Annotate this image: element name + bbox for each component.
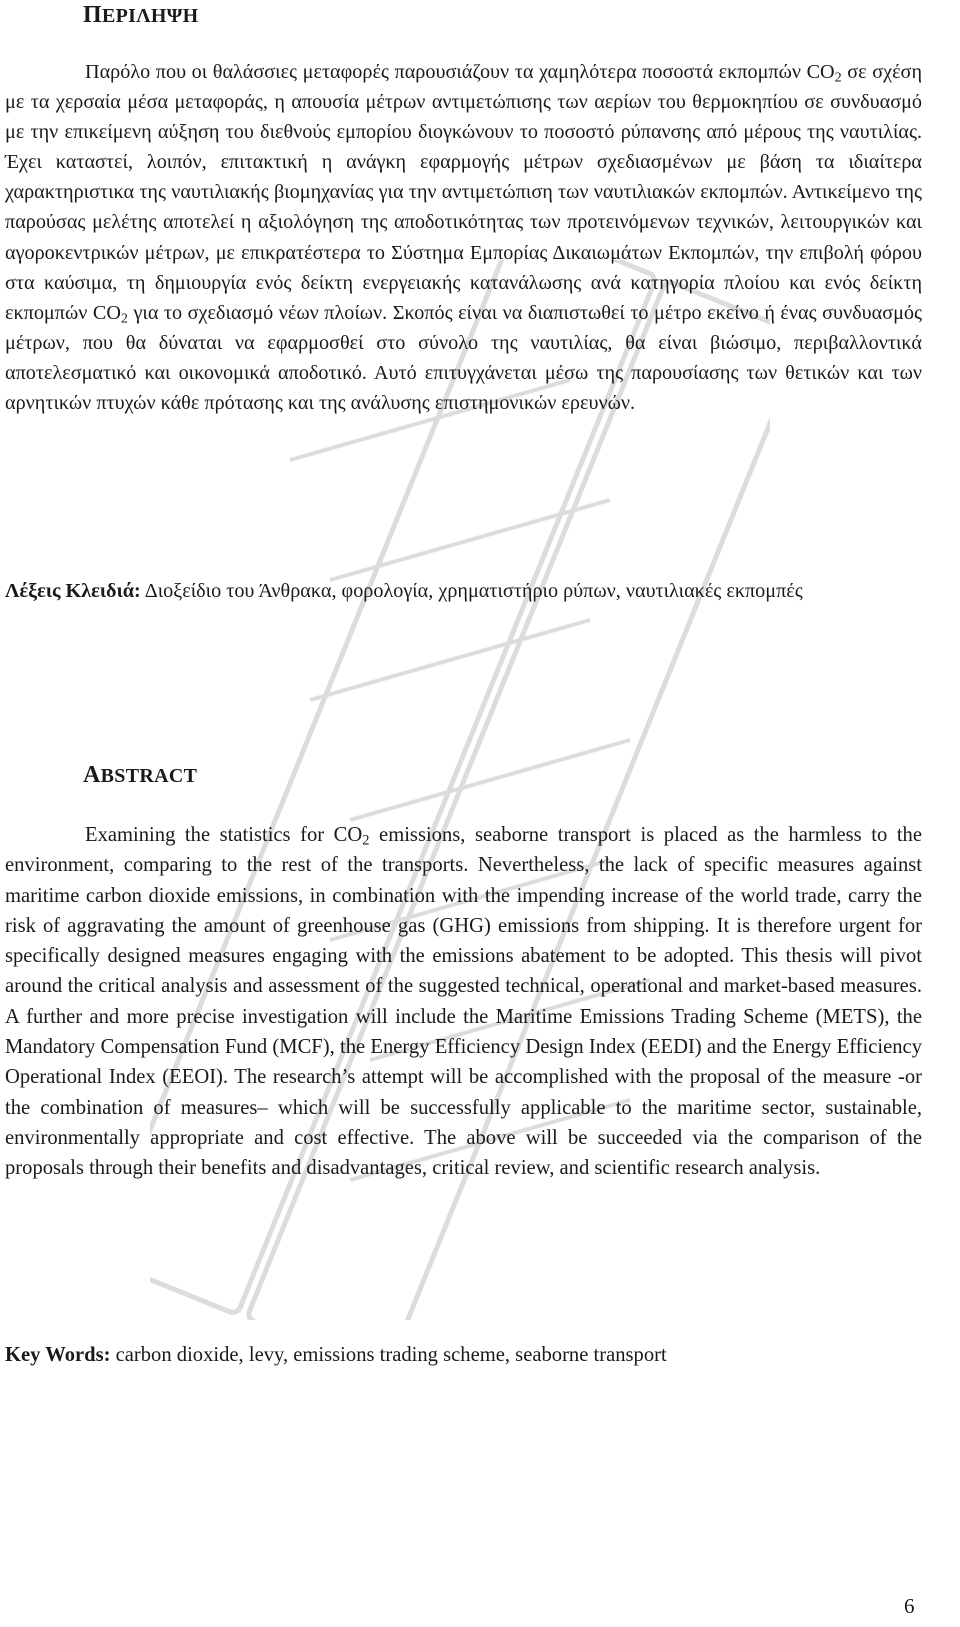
summary-heading (83, 2, 198, 29)
summary-paragraph (5, 57, 922, 418)
abstract-keywords (5, 1340, 922, 1370)
abstract-text-1: Examining the statistics for CO (85, 824, 363, 846)
summary-subscript-2: 2 (120, 310, 128, 327)
abstract-paragraph (5, 820, 922, 1184)
summary-heading-initial: Π (83, 2, 102, 28)
abstract-heading (83, 762, 197, 789)
summary-keywords-text: Διοξείδιο του Άνθρακα, φορολογία, χρηματιστήριο ρύπων, ναυτιλιακές εκπομπές (140, 580, 803, 602)
abstract-text-2: emissions, seaborne transport is placed as the harmless to the environment, comparing to the rest of the transports. Nevertheless, the lack of specific measures against maritime carbon dioxide emissions, in combination with the impending increase of the world trade, carry the risk of aggravating the amount of greenhouse gas (GHG) emissions from shipping. It is therefore urgent for specifically designed measures engaging with the emissions abatement to be adopted. This thesis will pivot around the critical analysis and assessment of the suggested technical, operational and market-based measures. A further and more precise investigation will include the Maritime Emissions Trading Scheme (METS), the Mandatory Compensation Fund (MCF), the Energy Efficiency Design Index (EEDI) and the Energy Efficiency Operational Index (EEOI). The research’s attempt will be accomplished with the proposal of the measure -or the combination of measures– which will be successfully applicable to the maritime sector, sustainable, environmentally appropriate and cost effective. The above will be succeeded via the comparison of the proposals through their benefits and disadvantages, critical review, and scientific research analysis. (5, 824, 922, 1180)
abstract-keywords-label: Key Words: (5, 1344, 111, 1366)
abstract-heading-rest: BSTRACT (100, 765, 198, 787)
summary-subscript-1: 2 (834, 69, 842, 86)
summary-heading-rest: ΕΡΙΛΗΨΗ (101, 5, 199, 27)
summary-keywords (5, 576, 922, 606)
abstract-subscript: 2 (362, 832, 370, 849)
abstract-keywords-text: carbon dioxide, levy, emissions trading scheme, seaborne transport (110, 1344, 667, 1366)
summary-keywords-label: Λέξεις Κλειδιά: (5, 580, 141, 602)
summary-text-3: για το σχεδιασμό νέων πλοίων. Σκοπός είναι να διαπιστωθεί το μέτρο εκείνο ή ένας συνδυασμός μέτρων, που θα δύναται να εφαρμοσθεί στο σύνολο της ναυτιλίας, θα είναι βιώσιμο, περιβαλλοντικά αποτελεσματικό και οικονομικά αποδοτικό. Αυτό επιτυγχάνεται μέσω της παρουσίασης των θετικών και των αρνητικών πτυχών κάθε πρότασης και της ανάλυσης επιστημονικών ερευνών. (5, 301, 922, 415)
abstract-heading-initial: A (83, 762, 101, 788)
page-number: 6 (904, 1594, 915, 1618)
summary-text-2: σε σχέση με τα χερσαία μέσα μεταφοράς, η απουσία μέτρων αντιμετώπισης των αερίων του θερμοκηπίου σε συνδυασμό με την επικείμενη αύξηση του διεθνούς εμπορίου διογκώνουν το ποσοστό ρύπανσης από μέρους της ναυτιλίας. Έχει καταστεί, λοιπόν, επιτακτική η ανάγκη εφαρμογής μέτρων σχεδιασμένων με βάση τα ιδιαίτερα χαρακτηριστικα της ναυτιλιακής βιομηχανίας για την αντιμετώπιση των ναυτιλιακών εκπομπών. Αντικείμενο της παρούσας μελέτης αποτελεί η αξιολόγηση της αποδοτικότητας των προτεινόμενων τεχνικών, λειτουργικών και αγοροκεντρικών μέτρων, με επικρατέστερα το Σύστημα Εμπορίας Δικαιωμάτων Εκπομπών, την επιβολή φόρου στα καύσιμα, τη δημιουργία ενός δείκτη ενεργειακής κατανάλωσης ανά κατηγορία πλοίου και ενός δείκτη εκπομπών CO (5, 61, 922, 324)
summary-text-1: Παρόλο που οι θαλάσσιες μεταφορές παρουσιάζουν τα χαμηλότερα ποσοστά εκπομπών CO (85, 61, 835, 83)
